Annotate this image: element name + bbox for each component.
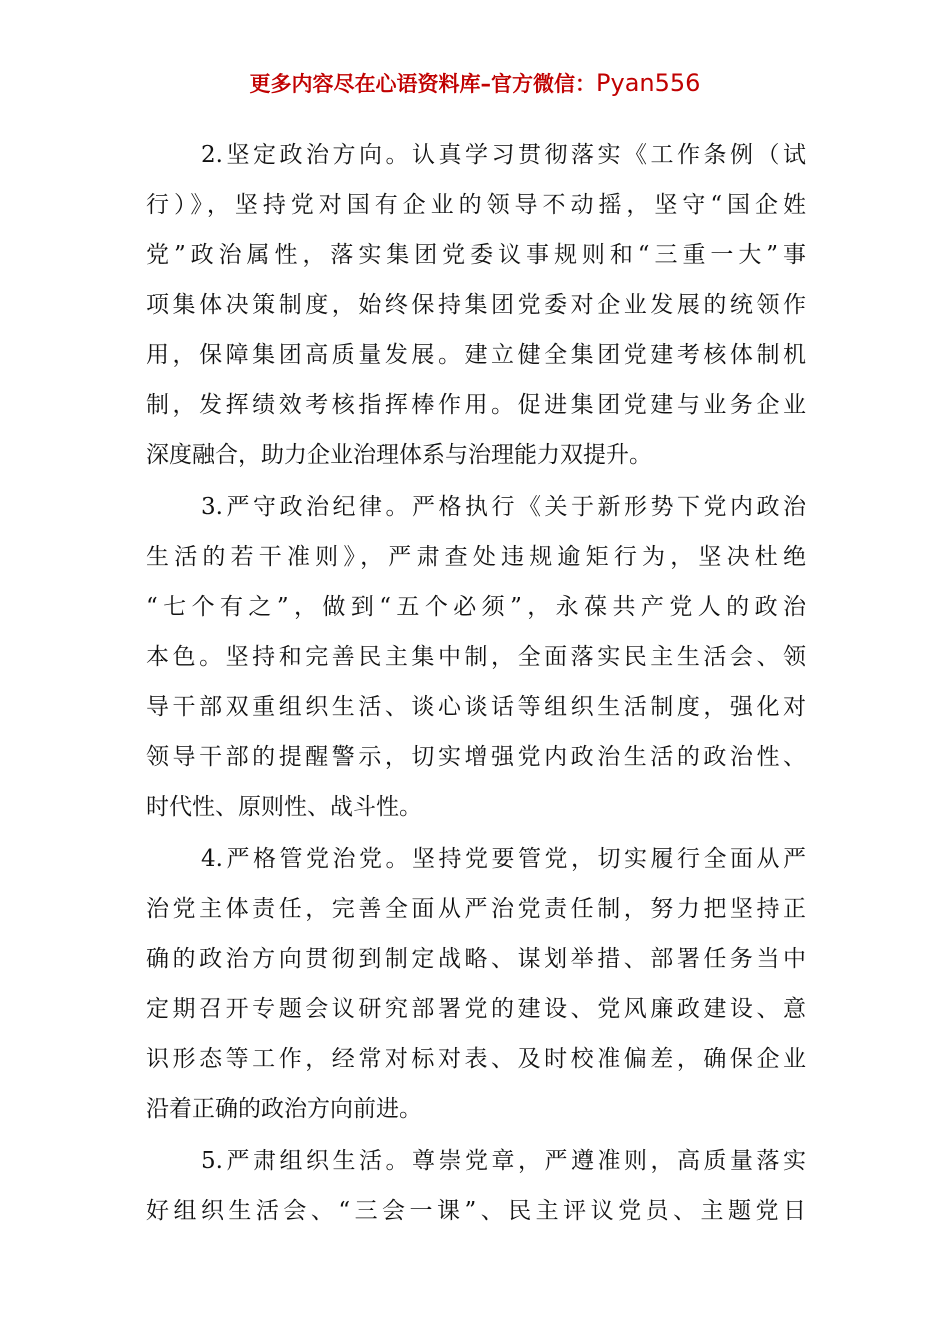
paragraph-line: 本色。坚持和完善民主集中制，全面落实民主生活会、领 (146, 644, 806, 670)
paragraph-line: 党”政治属性，落实集团党委议事规则和“三重一大”事 (146, 242, 806, 268)
header-wechat-label: 官方微信： (491, 72, 597, 96)
paragraph-line: 3.严守政治纪律。严格执行《关于新形势下党内政治 (201, 494, 806, 520)
document-body (146, 130, 806, 1238)
paragraph-line: 2.坚定政治方向。认真学习贯彻落实《工作条例（试 (201, 142, 806, 168)
paragraph-line: 4.严格管党治党。坚持党要管党，切实履行全面从严 (201, 846, 806, 872)
paragraph-line: 时代性、原则性、战斗性。 (146, 794, 422, 820)
paragraph-line: “七个有之”，做到“五个必须”，永葆共产党人的政治 (146, 594, 806, 620)
paragraph-line: 5.严肃组织生活。尊崇党章，严遵准则，高质量落实 (201, 1148, 806, 1174)
paragraph (146, 130, 806, 480)
paragraph-line: 导干部双重组织生活、谈心谈话等组织生活制度，强化对 (146, 694, 806, 720)
paragraph-line: 领导干部的提醒警示，切实增强党内政治生活的政治性、 (146, 744, 806, 770)
paragraph (146, 1136, 806, 1236)
paragraph-line: 用，保障集团高质量发展。建立健全集团党建考核体制机 (146, 342, 806, 368)
header-lead-text: 更多内容尽在心语资料库 (249, 72, 481, 96)
paragraph-line: 深度融合，助力企业治理体系与治理能力双提升。 (146, 442, 652, 468)
watermark-header (0, 68, 950, 98)
paragraph-line: 好组织生活会、“三会一课”、民主评议党员、主题党日 (146, 1198, 806, 1224)
header-wechat-id: Pyan556 (596, 69, 701, 97)
paragraph-line: 治党主体责任，完善全面从严治党责任制，努力把坚持正 (146, 896, 806, 922)
paragraph (146, 834, 806, 1134)
paragraph-line: 定期召开专题会议研究部署党的建设、党风廉政建设、意 (146, 996, 806, 1022)
paragraph-line: 行）》，坚持党对国有企业的领导不动摇，坚守“国企姓 (146, 192, 806, 218)
header-separator: – (480, 72, 492, 96)
paragraph-line: 确的政治方向贯彻到制定战略、谋划举措、部署任务当中 (146, 946, 806, 972)
paragraph-line: 项集体决策制度，始终保持集团党委对企业发展的统领作 (146, 292, 806, 318)
paragraph-line: 识形态等工作，经常对标对表、及时校准偏差，确保企业 (146, 1046, 806, 1072)
paragraph-line: 制，发挥绩效考核指挥棒作用。促进集团党建与业务企业 (146, 392, 806, 418)
paragraph (146, 482, 806, 832)
paragraph-line: 沿着正确的政治方向前进。 (146, 1096, 422, 1122)
paragraph-line: 生活的若干准则》，严肃查处违规逾矩行为，坚决杜绝 (146, 544, 806, 570)
